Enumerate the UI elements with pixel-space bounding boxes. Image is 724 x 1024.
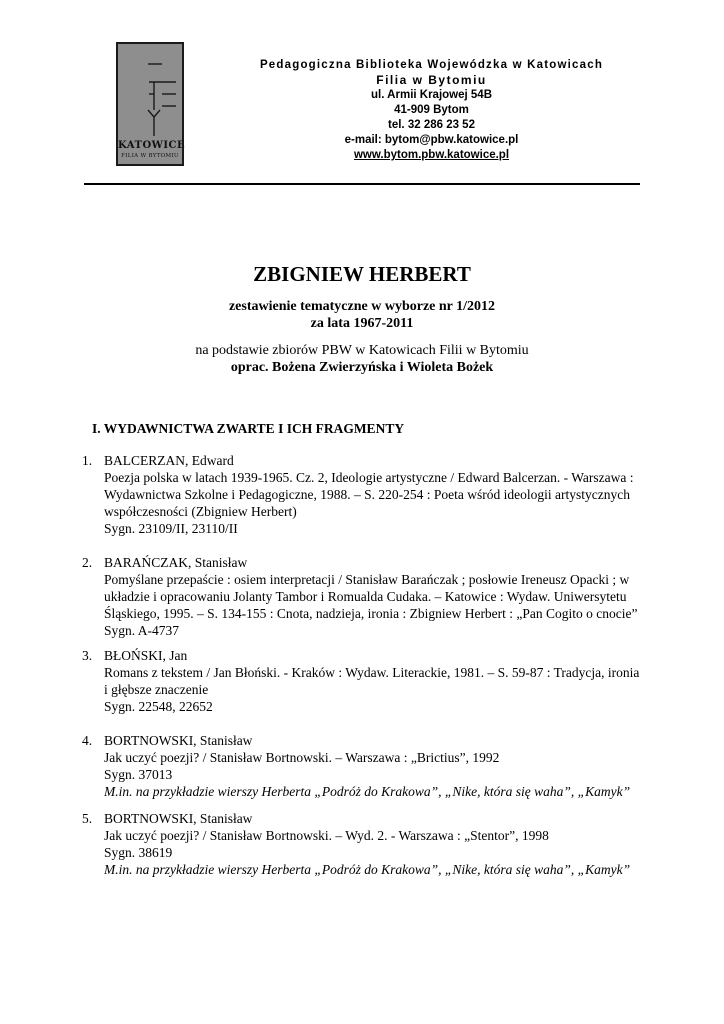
library-header <box>230 58 633 163</box>
library-city: 41-909 Bytom <box>394 104 469 116</box>
bibliography-entry <box>82 732 642 800</box>
document-title: ZBIGNIEW HERBERT <box>253 262 471 286</box>
bibliography-list <box>82 452 642 878</box>
entry-description: Jak uczyć poezji? / Stanisław Bortnowski. – Wyd. 2. - Warszawa : „Stentor”, 1998 <box>104 828 549 843</box>
document-basis: na podstawie zbiorów PBW w Katowicach Filii w Bytomiu <box>195 343 529 358</box>
entry-description: Pomyślane przepaście : osiem interpretacji / Stanisław Barańczak ; posłowie Ireneusz Opacki ; w układzie i opracowaniu Jolanty Tambor i Romualda Cudaka. – Katowice : Wydaw. Uniwersytetu Śląskiego, 1995. – S. 134-155 : Cnota, nadzieja, ironia : Zbigniew Herbert : „Pan Cogito o cnocie” <box>104 572 638 621</box>
entry-note: M.in. na przykładzie wierszy Herberta „Podróż do Krakowa”, „Nike, która się waha”, „Kamyk” <box>104 784 631 799</box>
entry-author: BORTNOWSKI, Stanisław <box>104 733 253 748</box>
entry-signature: Sygn. 38619 <box>104 845 173 860</box>
header-divider <box>84 183 640 185</box>
entry-signature: Sygn. 37013 <box>104 767 173 782</box>
entry-author: BALCERZAN, Edward <box>104 453 234 468</box>
entry-number: 2. <box>82 555 93 570</box>
bibliography-entry <box>82 554 642 639</box>
bibliography-entry <box>82 647 642 715</box>
entry-signature: Sygn. A-4737 <box>104 623 180 638</box>
entry-description: Romans z tekstem / Jan Błoński. - Kraków : Wydaw. Literackie, 1981. – S. 59-87 : Tradycja, ironia i głębsze znaczenie <box>104 665 640 697</box>
document-subtitle: zestawienie tematyczne w wyborze nr 1/2012 <box>228 299 496 314</box>
entry-author: BŁOŃSKI, Jan <box>104 648 188 663</box>
library-website-link[interactable]: www.bytom.pbw.katowice.pl <box>353 149 510 161</box>
entry-author: BARAŃCZAK, Stanisław <box>104 555 248 570</box>
library-phone: tel. 32 286 23 52 <box>388 119 475 131</box>
entry-note: M.in. na przykładzie wierszy Herberta „Podróż do Krakowa”, „Nike, która się waha”, „Kamyk” <box>104 862 631 877</box>
logo-subtitle: FILIA W BYTOMIU <box>121 153 179 159</box>
document-period: za lata 1967-2011 <box>310 316 414 331</box>
bibliography-entry <box>82 452 642 537</box>
entry-number: 1. <box>82 453 93 468</box>
entry-number: 4. <box>82 733 93 748</box>
bibliography-entry <box>82 810 642 878</box>
library-branch: Filia w Bytomiu <box>376 73 487 87</box>
library-logo <box>116 42 184 166</box>
entry-number: 5. <box>82 811 93 826</box>
library-name: Pedagogiczna Biblioteka Wojewódzka w Katowicach <box>259 59 604 71</box>
entry-signature: Sygn. 22548, 22652 <box>104 699 213 714</box>
entry-author: BORTNOWSKI, Stanisław <box>104 811 253 826</box>
document-authors: oprac. Bożena Zwierzyńska i Wioleta Bożek <box>230 360 494 375</box>
logo-name: KATOWICE <box>118 140 186 151</box>
entry-description: Jak uczyć poezji? / Stanisław Bortnowski. – Warszawa : „Brictius”, 1992 <box>104 750 500 765</box>
entry-description: Poezja polska w latach 1939-1965. Cz. 2, Ideologie artystyczne / Edward Balcerzan. - Warszawa : Wydawnictwa Szkolne i Pedagogiczne, 1988. – S. 220-254 : Poeta wśród ideologii artystycznych współczesności (Zbigniew Herbert) <box>104 470 634 519</box>
entry-signature: Sygn. 23109/II, 23110/II <box>104 521 238 536</box>
title-block <box>60 260 664 376</box>
section-title: I. WYDAWNICTWA ZWARTE I ICH FRAGMENTY <box>92 421 405 436</box>
entry-number: 3. <box>82 648 93 663</box>
library-email[interactable]: e-mail: bytom@pbw.katowice.pl <box>344 134 519 146</box>
library-street: ul. Armii Krajowej 54B <box>371 89 492 101</box>
logo-emblem-icon <box>118 44 182 138</box>
